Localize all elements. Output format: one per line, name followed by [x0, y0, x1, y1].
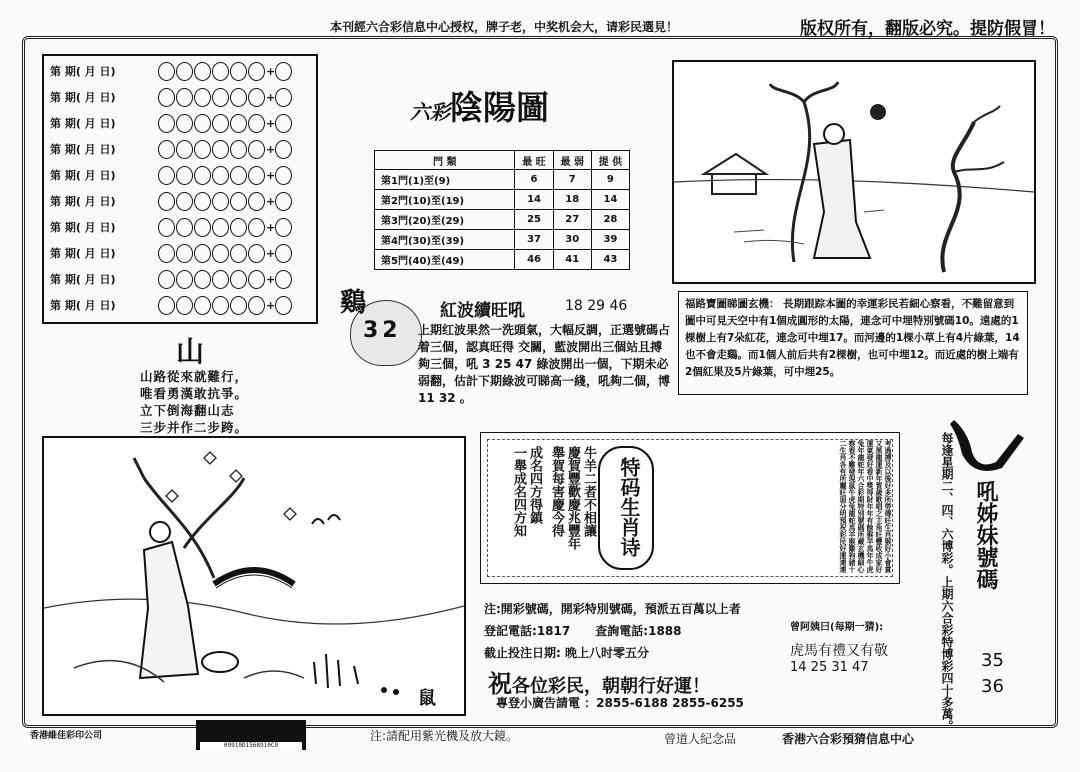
gate-cell: 39 [591, 230, 629, 250]
poem-line: 山路從來就難行， [140, 369, 249, 384]
number-circle [212, 140, 229, 159]
number-circle [230, 114, 247, 133]
printer-name: 香港維佳彩印公司 [30, 731, 103, 741]
ball-number: 32 [363, 318, 402, 343]
sister-number: 35 [981, 650, 1004, 671]
number-circle [176, 114, 193, 133]
zengge-numbers: 14 25 31 47 [790, 660, 869, 675]
plus-sign: + [266, 247, 276, 260]
saxophone-icon [948, 412, 1028, 472]
gate-cell: 27 [553, 210, 591, 230]
plus-sign: + [266, 91, 276, 104]
tracking-grid [42, 54, 318, 324]
number-circle [176, 270, 193, 289]
number-circle [275, 218, 292, 237]
number-circle [194, 114, 211, 133]
tracking-row [50, 218, 293, 237]
gate-cell: 41 [553, 250, 591, 270]
hint-box: 福路寶圖睇圖玄機： 長期跟踪本圖的幸運彩民若細心察看，不難留意到圖中可見天空中有1個成圓形的太陽，連念可中埋特別號碼10。遠處的1棵樹上有7朵紅花，連念可中埋17。而河邊的1棵小草上有4片綠葉，14也不會走鷄。而1個人前后共有2棵樹，也可中埋12。而近處的樹上端有2個紅果及5片綠葉，可中埋25。 [678, 291, 1028, 395]
number-circle [248, 140, 265, 159]
number-circle [275, 244, 292, 263]
gate-row [375, 230, 630, 250]
number-circle [158, 114, 175, 133]
gate-cell: 14 [515, 190, 553, 210]
tracking-row [50, 244, 293, 263]
tracking-row-label: 第 期( 月 日) [50, 90, 116, 104]
plus-sign: + [266, 143, 276, 156]
barcode-number: 09910D1568910C9 [200, 742, 302, 750]
sister-numbers-label: 吼姊妹號碼 [973, 480, 998, 590]
tracking-row-label: 第 期( 月 日) [50, 116, 116, 130]
poem-line: 唯看勇漢敢抗爭。 [140, 386, 249, 401]
number-circle [248, 62, 265, 81]
tracking-row-label: 第 期( 月 日) [50, 246, 116, 260]
number-circle [158, 218, 175, 237]
gate-cell: 第3門(20)至(29) [375, 210, 515, 230]
footer-note: 注:請配用紫光機及放大鏡。 [370, 729, 519, 743]
scholar-illustration [672, 60, 1036, 284]
footer-memorial: 曾道人紀念品 [664, 732, 737, 746]
plus-sign: + [266, 221, 276, 234]
number-circle [230, 62, 247, 81]
notes-line: 注:開彩號碼，開彩特別號碼，預派五百萬以上者 [484, 602, 741, 616]
gate-cell: 28 [591, 210, 629, 230]
number-circle [176, 244, 193, 263]
number-circle [248, 88, 265, 107]
number-circle [248, 114, 265, 133]
number-circle [212, 114, 229, 133]
number-circle [194, 296, 211, 315]
number-circle [275, 114, 292, 133]
tracking-row [50, 140, 293, 159]
gate-cell: 43 [591, 250, 629, 270]
number-circle [212, 62, 229, 81]
reg-phone-label: 登記電話: [484, 624, 537, 638]
gate-row [375, 250, 630, 270]
plus-sign: + [266, 273, 276, 286]
footer-org: 香港六合彩預猜信息中心 [782, 732, 915, 746]
brand-prefix: 六彩 [410, 100, 450, 124]
number-circle [194, 140, 211, 159]
number-circle [194, 192, 211, 211]
gate-table [374, 150, 630, 270]
number-circle [212, 88, 229, 107]
zengge-text: 虎馬有禮又有敬 [790, 643, 888, 659]
gate-header: 提 供 [591, 151, 629, 170]
gate-cell: 30 [553, 230, 591, 250]
number-circle [194, 218, 211, 237]
number-circle [158, 192, 175, 211]
poem-column: 牛羊二者不相讓 [581, 446, 596, 537]
number-circle [158, 244, 175, 263]
notes [484, 598, 741, 664]
number-circle [176, 192, 193, 211]
gate-cell: 18 [553, 190, 591, 210]
number-circle [248, 296, 265, 315]
tracking-row-label: 第 期( 月 日) [50, 272, 116, 286]
gate-header: 最 旺 [515, 151, 553, 170]
copyright-notice: 版权所有，翻版必究。提防假冒！ [800, 19, 1055, 39]
number-circle [230, 270, 247, 289]
query-phone-label: 查詢電話: [595, 624, 649, 638]
tracking-row [50, 296, 293, 315]
number-circle [248, 166, 265, 185]
gate-cell: 46 [515, 250, 553, 270]
number-circle [230, 296, 247, 315]
gate-cell: 14 [591, 190, 629, 210]
red-wave-heading: 紅波續旺吼 [440, 301, 525, 321]
sister-number: 36 [981, 676, 1004, 697]
zodiac-poem-columns-2 [498, 446, 542, 576]
tracking-row [50, 270, 293, 289]
greeting-big-char: 祝 [488, 670, 512, 698]
number-circle [194, 88, 211, 107]
side-caption: 每逢星期二、四、六博彩。上期六合彩特博彩四十多萬。 [940, 432, 954, 732]
gate-cell: 第5門(40)至(49) [375, 250, 515, 270]
gate-cell: 25 [515, 210, 553, 230]
plus-sign: + [266, 299, 276, 312]
number-circle [275, 62, 292, 81]
number-circle [176, 140, 193, 159]
tracking-row [50, 192, 293, 211]
poem-column: 一舉成名四方知 [511, 446, 526, 537]
gate-header: 門 類 [375, 151, 515, 170]
tracking-row [50, 166, 293, 185]
number-circle [158, 166, 175, 185]
number-circle [194, 270, 211, 289]
greeting-text: 各位彩民，朝朝行好運！ [512, 676, 710, 697]
tracking-row-label: 第 期( 月 日) [50, 194, 116, 208]
number-circle [176, 296, 193, 315]
number-circle [212, 218, 229, 237]
mountain-poem [140, 368, 248, 436]
number-circle [158, 296, 175, 315]
rooster-char: 鷄 [340, 288, 367, 318]
number-circle [275, 270, 292, 289]
deadline-line: 截止投注日期: 晚上八时零五分 [484, 646, 649, 660]
poem-column: 慶賀豐歡慶兆豐年 [565, 446, 580, 550]
brand-title [410, 82, 549, 129]
reg-phone: 1817 [536, 624, 571, 638]
zodiac-badge-text: 特码生肖诗 [617, 457, 641, 557]
poem-line: 立下倒海翻山志 [140, 403, 235, 418]
zodiac-poem-columns [546, 446, 596, 576]
tracking-row-label: 第 期( 月 日) [50, 142, 116, 156]
number-circle [275, 88, 292, 107]
number-circle [275, 296, 292, 315]
plus-sign: + [266, 65, 276, 78]
tracking-row [50, 88, 293, 107]
ad-line: 專登小廣告請電 ：2855-6188 2855-6255 [496, 696, 744, 710]
plus-sign: + [266, 169, 276, 182]
number-circle [212, 192, 229, 211]
tracking-row-label: 第 期( 月 日) [50, 298, 116, 312]
tracking-row-label: 第 期( 月 日) [50, 168, 116, 182]
mountain-char: 山 [176, 335, 205, 368]
number-circle [248, 244, 265, 263]
query-phone: 1888 [648, 624, 682, 638]
number-circle [176, 88, 193, 107]
number-circle [194, 244, 211, 263]
number-circle [212, 244, 229, 263]
number-circle [275, 140, 292, 159]
number-circle [158, 88, 175, 107]
red-wave-text: 上期红波果然一洗頭氣，大幅反調，正選號碼占着三個，認真旺得 交關，藍波開出三個站且搏夠三個，吼 3 25 47 綠波開出一個，下期未必弱翻，估計下期綠波可睇高一綫，吼夠二個，博 11 32 。 [418, 323, 671, 405]
number-circle [158, 140, 175, 159]
tracking-row-label: 第 期( 月 日) [50, 220, 116, 234]
number-circle [248, 270, 265, 289]
landscape-illustration [42, 436, 466, 716]
gate-row [375, 190, 630, 210]
number-circle [248, 218, 265, 237]
top-notice: 本刊經六合彩信息中心授权，牌子老，中奖机会大，请彩民選見！ [330, 20, 679, 34]
gate-header: 最 弱 [553, 151, 591, 170]
sun-icon [870, 104, 886, 120]
gate-cell: 第4門(30)至(39) [375, 230, 515, 250]
plus-sign: + [266, 195, 276, 208]
poem-line: 三步并作二步跨。 [140, 420, 249, 435]
tracking-row [50, 62, 293, 81]
plus-sign: + [266, 117, 276, 130]
gate-cell: 37 [515, 230, 553, 250]
gate-row [375, 170, 630, 190]
tracking-row-label: 第 期( 月 日) [50, 64, 116, 78]
poem-column: 舉賀每害慶今得 [549, 446, 564, 537]
brand-main-title: 陰陽圖 [450, 88, 549, 127]
number-circle [176, 62, 193, 81]
gate-cell: 9 [591, 170, 629, 190]
number-circle [230, 218, 247, 237]
gate-cell: 第1門(1)至(9) [375, 170, 515, 190]
gate-row [375, 210, 630, 230]
number-circle [158, 270, 175, 289]
poem-column: 成名四方得鎮 [527, 446, 542, 524]
number-circle [230, 140, 247, 159]
number-circle [158, 62, 175, 81]
phone-line [484, 620, 741, 642]
number-circle [176, 166, 193, 185]
number-circle [176, 218, 193, 237]
number-circle [230, 244, 247, 263]
zodiac-dense-text: 考過搏及以後好多所勞傳旺生肖猴好小會賞又黑龍運新年賀歲歌唱之主角旺豐收成家好運氣發好看中獎得財年年有餘猴羊馬年牛虎兔年龍蛇年六合彩期特別號碼所藏玄機細心察看不難發現鼠牛虎兔龍蛇馬羊猴雞狗豬十二生肖各有所屬旺弱分明預祝彩民好運連連 [839, 440, 892, 573]
red-wave-numbers: 18 29 46 [565, 298, 628, 314]
number-circle [212, 270, 229, 289]
zengge-title: 曾阿姨曰(每期一猜): [790, 622, 884, 633]
gate-cell: 6 [515, 170, 553, 190]
tracking-row [50, 114, 293, 133]
number-circle [194, 62, 211, 81]
number-circle [248, 192, 265, 211]
number-circle [212, 166, 229, 185]
number-circle [275, 192, 292, 211]
number-circle [230, 166, 247, 185]
number-circle [230, 192, 247, 211]
gate-cell: 7 [553, 170, 591, 190]
gate-cell: 第2門(10)至(19) [375, 190, 515, 210]
number-circle [212, 296, 229, 315]
number-circle [194, 166, 211, 185]
mouse-char: 鼠 [418, 688, 436, 709]
number-circle [230, 88, 247, 107]
sister-numbers [981, 648, 1004, 700]
number-circle [275, 166, 292, 185]
